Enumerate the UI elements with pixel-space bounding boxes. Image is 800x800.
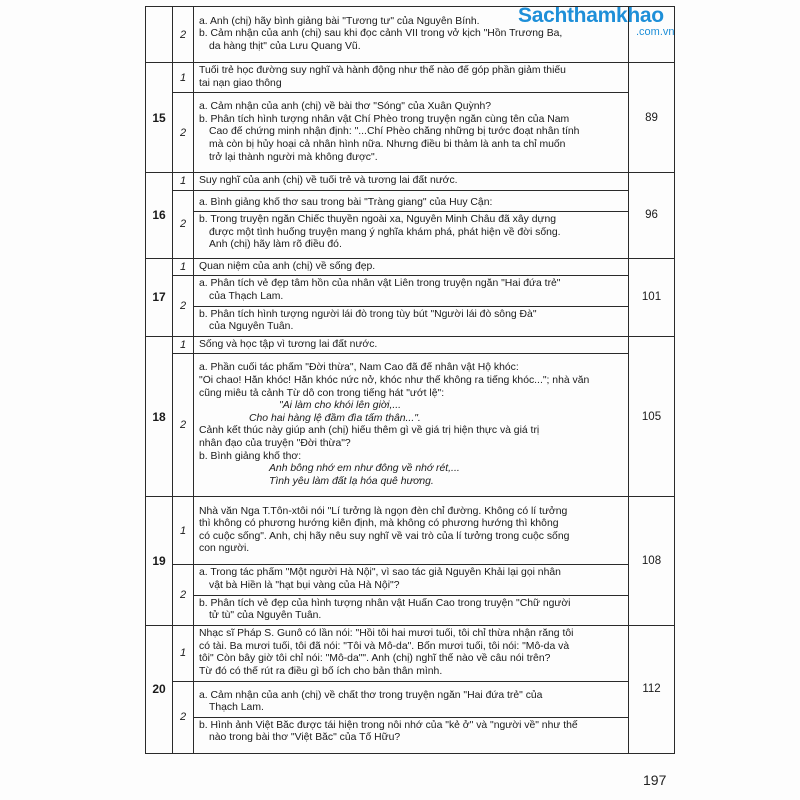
question-text: Tuổi trẻ học đường suy nghĩ và hành động như thế nào để góp phần giảm thiểu tai nạn giao thông <box>194 63 629 93</box>
part-number: 2 <box>173 276 194 336</box>
question-text: a. Anh (chị) hãy bình giảng bài "Tương tư" của Nguyễn Bính. b. Cảm nhận của anh (chị) sau khi đọc cảnh VII trong vở kịch "Hồn Trương Ba, da hàng thịt" của Lưu Quang Vũ. <box>194 7 629 63</box>
page-reference: 96 <box>629 173 675 259</box>
question-text: Nhạc sĩ Pháp S. Gunô có lần nói: "Hồi tôi hai mươi tuổi, tôi chỉ thừa nhận rằng tôi có tài. Ba mươi tuổi, tôi đã nói: "Tôi và Mô-da". Bốn mươi tuổi, tôi nói: "Mô-da và tôi" Còn bây giờ tôi chỉ nói: "Mô-da"". Anh (chị) nghĩ thế nào về câu nói trên? Từ đó có thể rút ra điều gì bổ ích cho bản thân mình. <box>194 625 629 681</box>
question-text: Suy nghĩ của anh (chị) về tuổi trẻ và tương lai đất nước. <box>194 173 629 191</box>
table-row <box>146 336 675 354</box>
part-number: 2 <box>173 190 194 258</box>
table-row <box>146 190 675 258</box>
question-text: Quan niệm của anh (chị) về sống đẹp. <box>194 258 629 276</box>
topic-number: 16 <box>146 173 173 259</box>
table-row <box>146 565 675 625</box>
part-number: 2 <box>173 565 194 625</box>
question-text: a. Trong tác phẩm "Một người Hà Nội", vì sao tác giả Nguyễn Khải lại gọi nhân vật bà Hiền là "hạt bụi vàng của Hà Nội"? b. Phân tích vẻ đẹp của hình tượng nhân vật Huấn Cao trong truyện "Chữ người tử tù" của Nguyễn Tuân. <box>194 565 629 625</box>
question-text: a. Bình giảng khổ thơ sau trong bài "Tràng giang" của Huy Cận: b. Trong truyện ngắn Chiếc thuyền ngoài xa, Nguyễn Minh Châu đã xây dựng được một tình huống truyện mang ý nghĩa khám phá, phát hiện về đời sống. Anh (chị) hãy làm rõ điều đó. <box>194 190 629 258</box>
table-row <box>146 276 675 336</box>
topic-number: 19 <box>146 497 173 625</box>
part-number: 1 <box>173 258 194 276</box>
part-number: 1 <box>173 63 194 93</box>
part-number: 2 <box>173 93 194 173</box>
exam-topic-table <box>145 6 675 754</box>
page-reference: 101 <box>629 258 675 336</box>
table-row <box>146 354 675 497</box>
table-row <box>146 93 675 173</box>
part-number: 2 <box>173 681 194 753</box>
question-text: a. Phần cuối tác phẩm "Đời thừa", Nam Cao đã để nhân vật Hộ khóc: "Ôi chao! Hắn khóc! Hắn khóc nức nở, khóc như thế không ra tiếng khóc..."; nhà văn cũng miêu tả cảnh Từ dỗ con trong tiếng hát "ướt lệ": "Ai làm cho khói lên giời,... Cho hai hàng lệ đầm đìa tấm thân...". Cảnh kết thúc này giúp anh (chị) hiểu thêm gì về giá trị hiện thực và giá trị nhân đạo của truyện "Đời thừa"? b. Bình giảng khổ thơ: Anh bỗng nhớ em như đông về nhớ rét,... Tình yêu làm đất lạ hóa quê hương. <box>194 354 629 497</box>
page-reference: 112 <box>629 625 675 753</box>
page-number: 197 <box>643 772 667 788</box>
watermark-logo: Sachthamkhao <box>518 4 664 27</box>
page-reference: 108 <box>629 497 675 625</box>
watermark-domain: .com.vn <box>636 26 675 38</box>
table-row <box>146 63 675 93</box>
table-row <box>146 7 675 63</box>
topic-number: 17 <box>146 258 173 336</box>
page-reference: 89 <box>629 63 675 173</box>
question-text: Nhà văn Nga T.Tôn-xtôi nói "Lí tưởng là ngọn đèn chỉ đường. Không có lí tưởng thì không có phương hướng kiên định, mà không có phương hướng thì không có cuộc sống". Anh, chị hãy nêu suy nghĩ về vai trò của lí tưởng trong cuộc sống con người. <box>194 497 629 565</box>
table-row <box>146 681 675 753</box>
part-number: 1 <box>173 336 194 354</box>
question-text: a. Cảm nhận của anh (chị) về chất thơ trong truyện ngắn "Hai đứa trẻ" của Thạch Lam. b. Hình ảnh Việt Bắc được tái hiện trong nỗi nhớ của "kẻ ở" và "người về" như thế nào trong bài thơ "Việt Bắc" của Tố Hữu? <box>194 681 629 753</box>
question-text: a. Phân tích vẻ đẹp tâm hồn của nhân vật Liên trong truyện ngắn "Hai đứa trẻ" của Thạch Lam. b. Phân tích hình tượng người lái đò trong tùy bút "Người lái đò sông Đà" của Nguyễn Tuân. <box>194 276 629 336</box>
question-text: a. Cảm nhận của anh (chị) về bài thơ "Sóng" của Xuân Quỳnh? b. Phân tích hình tượng nhân vật Chí Phèo trong truyện ngắn cùng tên của Nam Cao để chứng minh nhận định: "...Chí Phèo chẳng những bị tước đoạt nhân tính mà còn bị hủy hoại cả nhân hình nữa. Nhưng điều bi thảm là anh ta chỉ muốn trở lại thành người mà không được". <box>194 93 629 173</box>
page-reference: 105 <box>629 336 675 497</box>
table-row <box>146 497 675 565</box>
part-number: 1 <box>173 173 194 191</box>
part-number: 1 <box>173 497 194 565</box>
table-row <box>146 173 675 191</box>
table-row <box>146 258 675 276</box>
question-text: Sống và học tập vì tương lai đất nước. <box>194 336 629 354</box>
topic-number: 20 <box>146 625 173 753</box>
part-number: 2 <box>173 354 194 497</box>
topic-number: 15 <box>146 63 173 173</box>
topic-number: 18 <box>146 336 173 497</box>
part-number: 1 <box>173 625 194 681</box>
part-number: 2 <box>173 7 194 63</box>
table-row <box>146 625 675 681</box>
